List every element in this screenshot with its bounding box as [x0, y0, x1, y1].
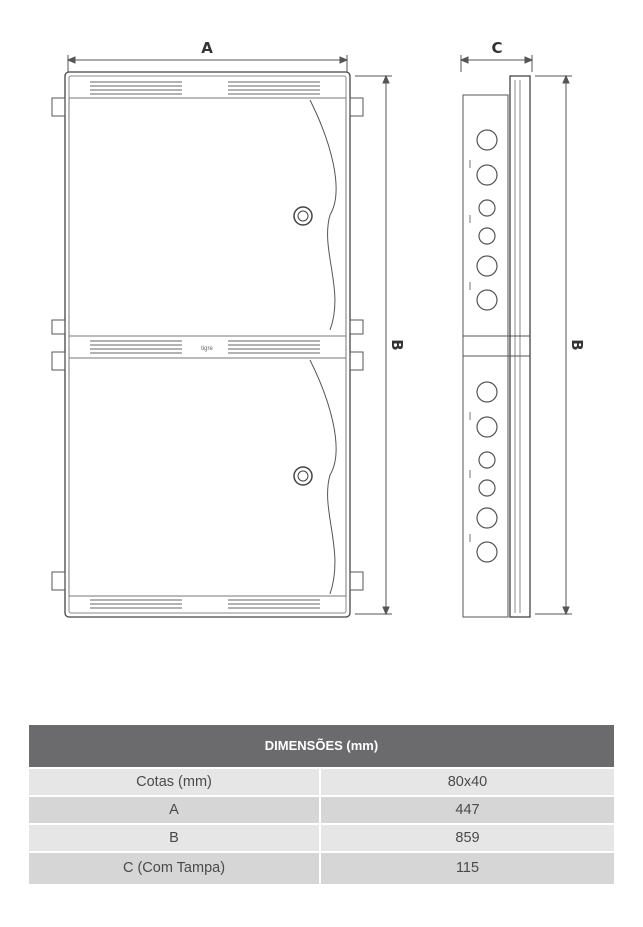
- table-row: [29, 769, 614, 795]
- front-view: [52, 72, 363, 617]
- table-header: DIMENSÕES (mm): [29, 725, 614, 767]
- table-row: [29, 853, 614, 884]
- label-a: A: [201, 39, 213, 57]
- dimension-a: [68, 55, 347, 72]
- dimension-b-front: [355, 76, 392, 614]
- row-label: A: [29, 797, 319, 823]
- row-label: Cotas (mm): [29, 769, 319, 795]
- table-row: [29, 825, 614, 851]
- row-value: 80x40: [321, 769, 614, 795]
- label-b-side: B: [568, 339, 586, 351]
- row-value: 115: [321, 853, 614, 884]
- row-label: C (Com Tampa): [29, 853, 319, 884]
- dimensions-table: [29, 725, 614, 884]
- dimension-b-side: [535, 76, 572, 614]
- brand-mark: tigre: [201, 346, 213, 352]
- side-view: [463, 76, 530, 617]
- dimension-c: [461, 55, 532, 72]
- table-row: [29, 797, 614, 823]
- row-label: B: [29, 825, 319, 851]
- row-value: 859: [321, 825, 614, 851]
- label-c: C: [491, 39, 503, 57]
- label-b-front: B: [388, 339, 406, 351]
- row-value: 447: [321, 797, 614, 823]
